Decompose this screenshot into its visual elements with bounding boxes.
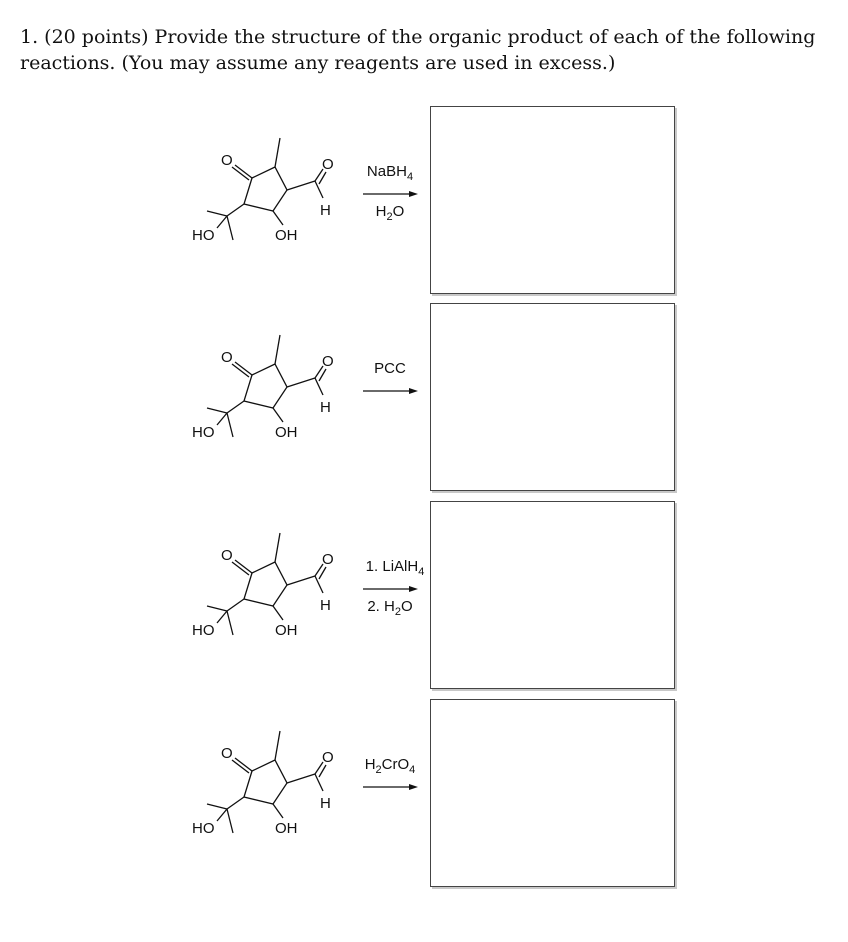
- hydroxyl-label-ho: HO: [192, 424, 215, 441]
- aldehyde-oxygen-label: O: [322, 156, 334, 173]
- aldehyde-oxygen-label: O: [322, 551, 334, 568]
- reaction-row-2: [0, 302, 848, 500]
- reagent-above-arrow: $H_2CrO_4$: [364, 756, 416, 776]
- ketone-oxygen-label: O: [221, 745, 233, 762]
- starting-material-structure: [185, 153, 355, 248]
- reaction-arrow: [363, 584, 418, 594]
- reaction-row-3: [0, 500, 848, 698]
- ketone-oxygen-label: O: [221, 152, 233, 169]
- ketone-oxygen-label: O: [221, 547, 233, 564]
- aldehyde-hydrogen-label: H: [320, 202, 331, 219]
- hydroxyl-label-oh: OH: [275, 424, 298, 441]
- answer-box-2[interactable]: [430, 303, 675, 491]
- question-text: 1. (20 points) Provide the structure of the organic product of each of the following reactions. (You may assume any reagents are used in excess.): [20, 26, 816, 74]
- aldehyde-hydrogen-label: H: [320, 597, 331, 614]
- reaction-arrow: [363, 189, 418, 199]
- reagent-above-arrow: NaBH$_4$: [366, 163, 414, 183]
- aldehyde-hydrogen-label: H: [320, 795, 331, 812]
- hydroxyl-label-ho: HO: [192, 227, 215, 244]
- answer-box-1[interactable]: [430, 106, 675, 294]
- reagent-above-arrow: 1. LiAlH$_4$: [365, 558, 425, 578]
- reaction-row-1: [0, 105, 848, 303]
- hydroxyl-label-ho: HO: [192, 622, 215, 639]
- starting-material-structure: [185, 350, 355, 445]
- reaction-row-4: [0, 698, 848, 896]
- aldehyde-oxygen-label: O: [322, 353, 334, 370]
- hydroxyl-label-ho: HO: [192, 820, 215, 837]
- reagent-below-arrow: $H_2O$: [375, 203, 405, 223]
- reaction-arrow: [363, 386, 418, 396]
- aldehyde-hydrogen-label: H: [320, 399, 331, 416]
- hydroxyl-label-oh: OH: [275, 820, 298, 837]
- starting-material-structure: [185, 746, 355, 841]
- reagent-above-arrow: PCC: [374, 360, 406, 377]
- answer-box-3[interactable]: [430, 501, 675, 689]
- answer-box-4[interactable]: [430, 699, 675, 887]
- hydroxyl-label-oh: OH: [275, 622, 298, 639]
- starting-material-structure: [185, 548, 355, 643]
- ketone-oxygen-label: O: [221, 349, 233, 366]
- reaction-arrow: [363, 782, 418, 792]
- aldehyde-oxygen-label: O: [322, 749, 334, 766]
- hydroxyl-label-oh: OH: [275, 227, 298, 244]
- reagent-below-arrow: 2. $H_2O$: [367, 598, 413, 618]
